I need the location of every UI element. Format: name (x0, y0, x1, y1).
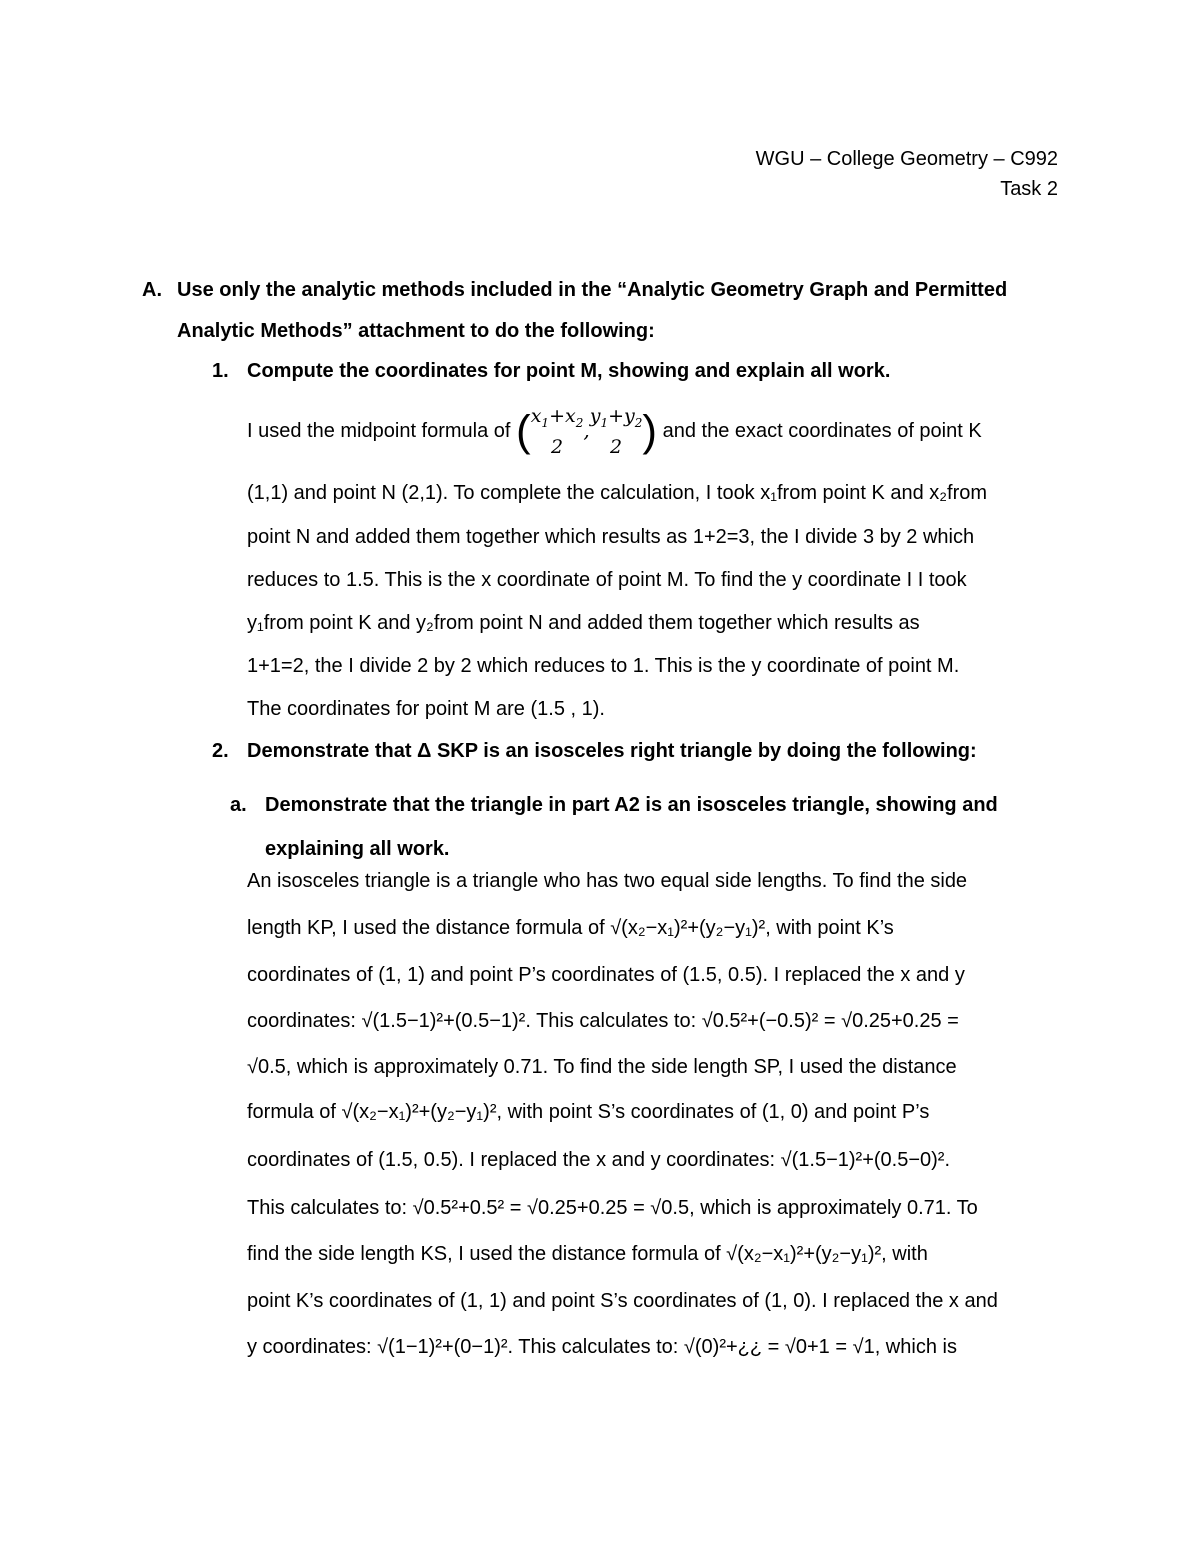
header-task: Task 2 (1000, 178, 1058, 200)
item-1-line-4: reduces to 1.5. This is the x coordinate of point M. To find the y coordinate I I took (247, 569, 967, 591)
item-1-heading (212, 356, 890, 386)
body-line-10: point K’s coordinates of (1, 1) and point S’s coordinates of (1, 0). I replaced the x and (247, 1290, 998, 1312)
item-1-line-7: The coordinates for point M are (1.5 , 1). (247, 698, 605, 720)
header-course: WGU – College Geometry – C992 (755, 148, 1058, 170)
body-line-3: coordinates of (1, 1) and point P’s coordinates of (1.5, 0.5). I replaced the x and y (247, 964, 965, 986)
body-line-6: formula of √(x₂−x₁)²+(y₂−y₁)², with point S’s coordinates of (1, 0) and point P’s (247, 1101, 930, 1123)
body-line-5: √0.5, which is approximately 0.71. To find the side length SP, I used the distance (247, 1056, 957, 1078)
midpoint-outro: and the exact coordinates of point K (662, 420, 982, 442)
item-2-text: Demonstrate that Δ SKP is an isosceles right triangle by doing the following: (247, 740, 977, 762)
item-2-heading (212, 740, 977, 763)
item-1-text: Compute the coordinates for point M, showing and explain all work. (247, 360, 891, 382)
item-a-heading (230, 783, 1060, 871)
body-line-7: coordinates of (1.5, 0.5). I replaced the x and y coordinates: √(1.5−1)²+(0.5−0)². (247, 1149, 951, 1171)
item-a-text: Demonstrate that the triangle in part A2 is an isosceles triangle, showing and explaining all work. (265, 794, 998, 860)
item-1-line-3: point N and added them together which results as 1+2=3, the I divide 3 by 2 which (247, 526, 975, 548)
midpoint-intro: I used the midpoint formula of (247, 420, 511, 442)
body-line-2: length KP, I used the distance formula of √(x₂−x₁)²+(y₂−y₁)², with point K’s (247, 917, 894, 939)
midpoint-x-fraction: $x_1+x_2$ 2 (530, 405, 584, 459)
item-a-label: a. (230, 794, 247, 816)
item-2-number: 2. (212, 740, 229, 762)
body-line-8: This calculates to: √0.5²+0.5² = √0.25+0.25 = √0.5, which is approximately 0.71. To (247, 1197, 978, 1219)
item-1-line-5: y₁from point K and y₂from point N and added them together which results as (247, 612, 920, 634)
body-line-9: find the side length KS, I used the distance formula of √(x₂−x₁)²+(y₂−y₁)², with (247, 1243, 928, 1265)
item-1-line-6: 1+1=2, the I divide 2 by 2 which reduces to 1. This is the y coordinate of point M. (247, 655, 960, 677)
body-line-11: y coordinates: √(1−1)²+(0−1)². This calculates to: √(0)²+¿¿ = √0+1 = √1, which is (247, 1336, 957, 1358)
body-line-1: An isosceles triangle is a triangle who has two equal side lengths. To find the side (247, 870, 968, 892)
midpoint-y-fraction: $y_1+y_2$ 2 (589, 405, 643, 459)
page-header (756, 144, 1058, 204)
formula-open-paren: ( (516, 406, 531, 456)
body-line-4: coordinates: √(1.5−1)²+(0.5−1)². This calculates to: √0.5²+(−0.5)² = √0.25+0.25 = (247, 1010, 959, 1032)
section-a-text: Use only the analytic methods included in the “Analytic Geometry Graph and Permitted Analytic Methods” attachment to do the following: (177, 279, 1008, 342)
formula-close-paren: ) (642, 406, 658, 456)
section-a-label: A. (142, 279, 162, 301)
midpoint-line: I used the midpoint formula of ( $x_1+x_2$ 2 , $y_1+y_2$ 2 ) and the exact coordinates of point K (247, 405, 982, 459)
item-1-line-2: (1,1) and point N (2,1). To complete the calculation, I took x₁from point K and x₂from (247, 482, 988, 504)
item-1-number: 1. (212, 360, 229, 382)
section-a (142, 270, 1062, 352)
